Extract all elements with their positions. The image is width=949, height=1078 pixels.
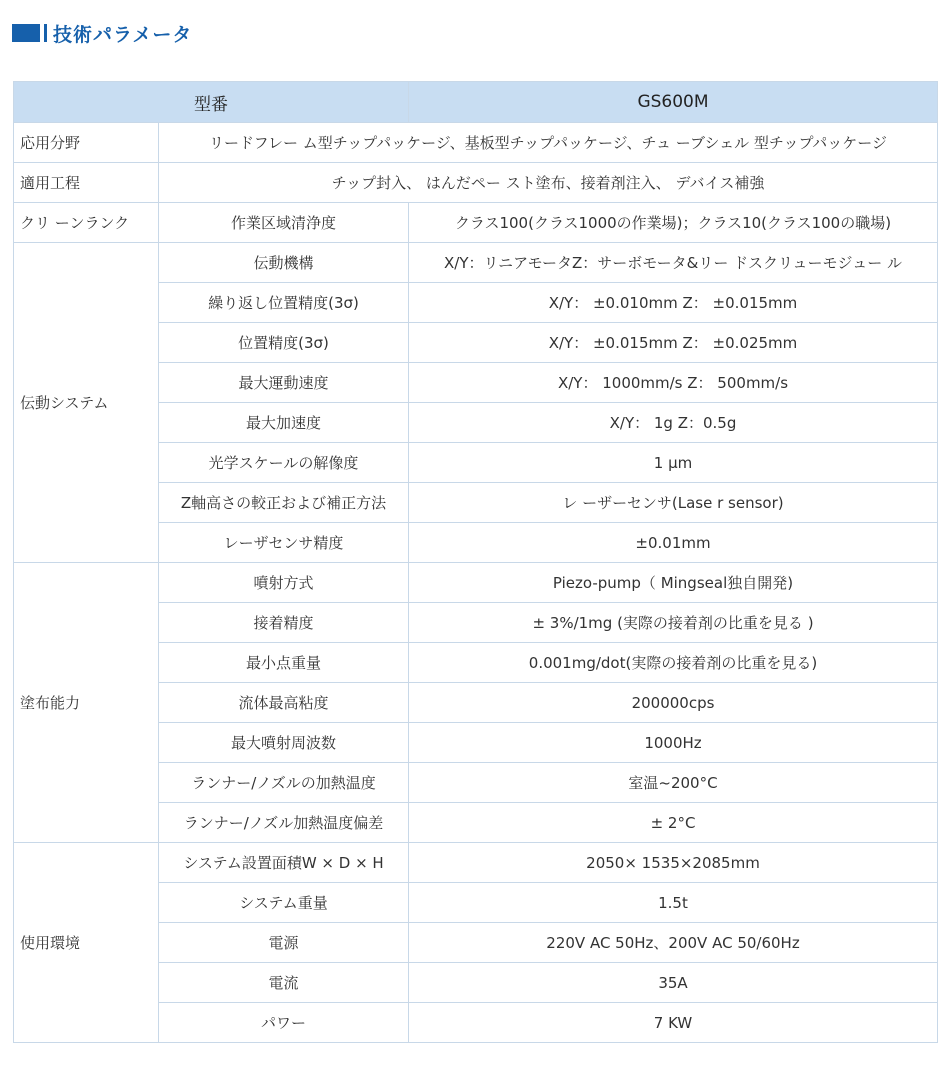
table-row — [14, 123, 938, 163]
row-value: X/Y：リニアモータZ：サーボモータ&リー ドスクリューモジュー ル — [409, 243, 938, 283]
row-item: 流体最高粘度 — [159, 683, 409, 723]
row-item: 噴射方式 — [159, 563, 409, 603]
title-block-icon — [12, 24, 40, 42]
row-item: システム設置面積W × D × H — [159, 843, 409, 883]
group-category-drive: 伝動システム — [14, 243, 159, 563]
section-title: 技術パラメータ — [53, 23, 193, 46]
table-row — [14, 203, 938, 243]
row-value: X/Y： ±0.010mm Z： ±0.015mm — [409, 283, 938, 323]
row-item: 電源 — [159, 923, 409, 963]
row-value: 35A — [409, 963, 938, 1003]
row-item: 位置精度(3σ) — [159, 323, 409, 363]
row-value: 1.5t — [409, 883, 938, 923]
row-value: ±0.01mm — [409, 523, 938, 563]
row-value: リードフレー ム型チップパッケージ、基板型チップパッケージ、チュ ーブシェル 型チップパッケージ — [159, 123, 938, 163]
row-category: 適用工程 — [14, 163, 159, 203]
row-item: レーザセンサ精度 — [159, 523, 409, 563]
row-item: 最大加速度 — [159, 403, 409, 443]
row-value: ± 3%/1mg (実際の接着剤の比重を見る ) — [409, 603, 938, 643]
row-item: 繰り返し位置精度(3σ) — [159, 283, 409, 323]
row-value: X/Y： 1000mm/s Z： 500mm/s — [409, 363, 938, 403]
row-value: 1 μm — [409, 443, 938, 483]
title-bar-icon — [44, 24, 47, 42]
spec-table — [13, 81, 938, 1043]
row-item: ランナー/ノズル加熱温度偏差 — [159, 803, 409, 843]
row-value: 室温~200°C — [409, 763, 938, 803]
row-item: 作業区域清浄度 — [159, 203, 409, 243]
header-model-label: 型番 — [14, 82, 409, 123]
row-value: 1000Hz — [409, 723, 938, 763]
table-row — [14, 163, 938, 203]
group-category-dispense: 塗布能力 — [14, 563, 159, 843]
row-item: 伝動機構 — [159, 243, 409, 283]
table-header-row — [14, 82, 938, 123]
row-value: Piezo-pump（ Mingseal独自開発) — [409, 563, 938, 603]
row-value: X/Y： ±0.015mm Z： ±0.025mm — [409, 323, 938, 363]
row-value: ± 2°C — [409, 803, 938, 843]
table-row — [14, 243, 938, 283]
row-item: 接着精度 — [159, 603, 409, 643]
row-item: 最大運動速度 — [159, 363, 409, 403]
row-item: 最大噴射周波数 — [159, 723, 409, 763]
row-value: 0.001mg/dot(実際の接着剤の比重を見る) — [409, 643, 938, 683]
group-category-environment: 使用環境 — [14, 843, 159, 1043]
row-value: チップ封入、 はんだペー スト塗布、接着剤注入、 デバイス補強 — [159, 163, 938, 203]
table-row — [14, 843, 938, 883]
row-item: 電流 — [159, 963, 409, 1003]
row-value: 220V AC 50Hz、200V AC 50/60Hz — [409, 923, 938, 963]
section-header — [12, 18, 192, 48]
row-item: 光学スケールの解像度 — [159, 443, 409, 483]
row-value: クラス100(クラス1000の作業場)；クラス10(クラス100の職場) — [409, 203, 938, 243]
row-item: Z軸高さの較正および補正方法 — [159, 483, 409, 523]
row-item: パワー — [159, 1003, 409, 1043]
row-category: 応用分野 — [14, 123, 159, 163]
row-value: レ ーザーセンサ(Lase r sensor) — [409, 483, 938, 523]
row-item: ランナー/ノズルの加熱温度 — [159, 763, 409, 803]
row-item: システム重量 — [159, 883, 409, 923]
table-row — [14, 563, 938, 603]
row-value: X/Y： 1g Z：0.5g — [409, 403, 938, 443]
row-category: クリ ーンランク — [14, 203, 159, 243]
row-value: 7 KW — [409, 1003, 938, 1043]
header-model-value: GS600M — [409, 82, 938, 123]
row-item: 最小点重量 — [159, 643, 409, 683]
row-value: 2050× 1535×2085mm — [409, 843, 938, 883]
row-value: 200000cps — [409, 683, 938, 723]
